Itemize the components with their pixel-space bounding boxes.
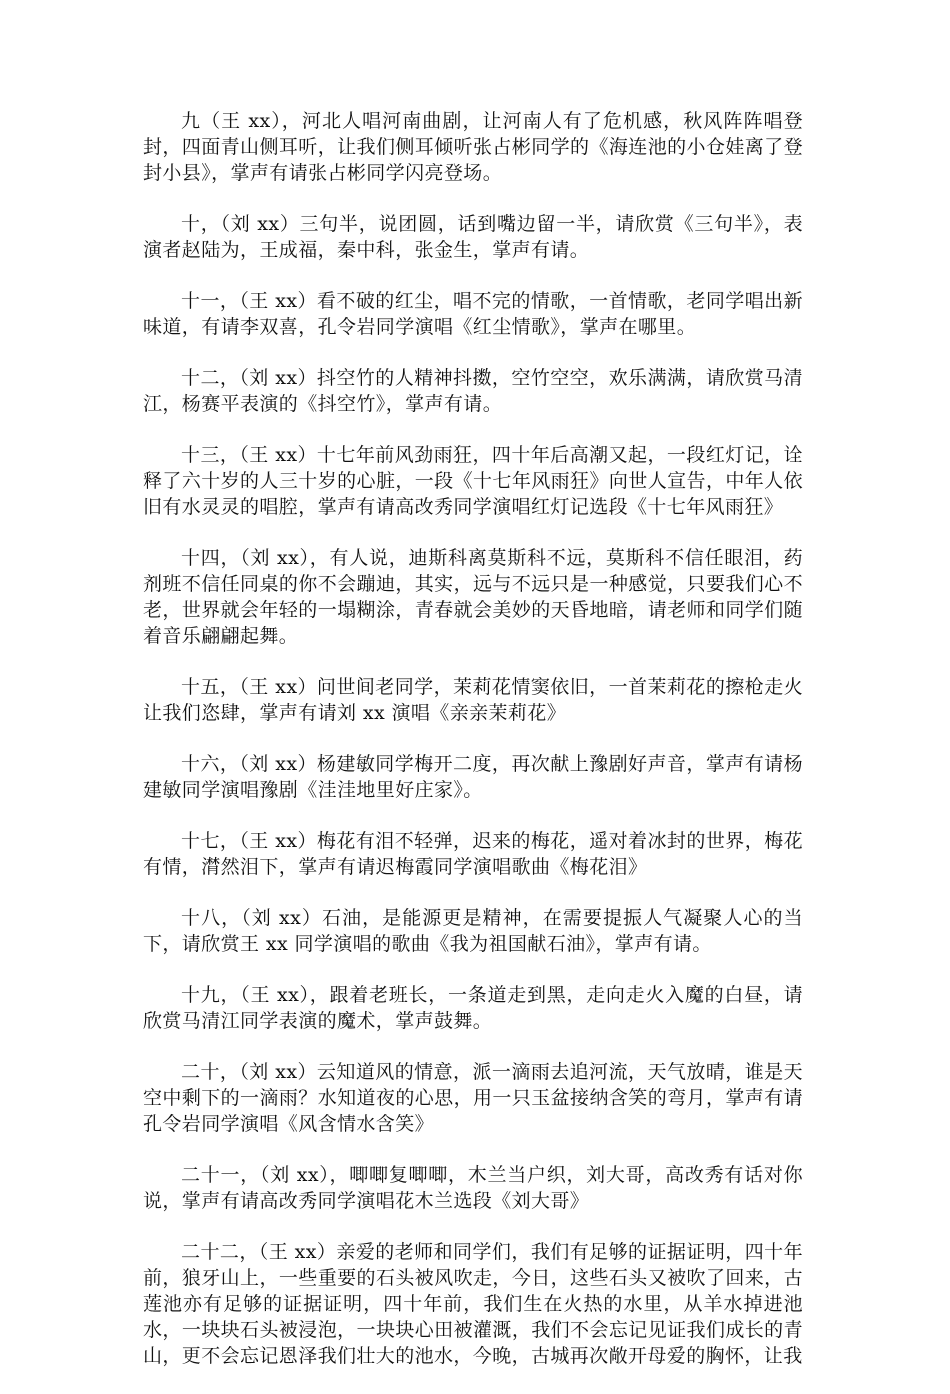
- paragraph-10: 十，（刘 xx）三句半，说团圆，话到嘴边留一半，请欣赏《三句半》，表演者赵陆为，王成福，秦中科，张金生，掌声有请。: [143, 213, 803, 261]
- paragraph-17: 十七，（王 xx）梅花有泪不轻弹，迟来的梅花，遥对着冰封的世界，梅花有情，潸然泪下，掌声有请迟梅霞同学演唱歌曲《梅花泪》: [143, 830, 803, 878]
- paragraph-16: 十六，（刘 xx）杨建敏同学梅开二度，再次献上豫剧好声音，掌声有请杨建敏同学演唱豫剧《洼洼地里好庄家》。: [143, 753, 803, 801]
- paragraph-22: 二十二，（王 xx）亲爱的老师和同学们，我们有足够的证据证明，四十年前，狼牙山上，一些重要的石头被风吹走，今日，这些石头又被吹了回来，古莲池亦有足够的证据证明，四十年前，我们生在火热的水里，从羊水掉进池水，一块块石头被浸泡，一块块心田被灌溉，我们不会忘记见证我们成长的青山，更不会忘记恩泽我们壮大的池水，今晚，古城再次敞开母爱的胸怀，让我: [143, 1241, 803, 1367]
- document-body: [143, 108, 803, 1394]
- paragraph-12: 十二，（刘 xx）抖空竹的人精神抖擞，空竹空空，欢乐满满，请欣赏马清江，杨赛平表演的《抖空竹》，掌声有请。: [143, 367, 803, 415]
- paragraph-13: 十三，（王 xx）十七年前风劲雨狂，四十年后高潮又起，一段红灯记，诠释了六十岁的人三十岁的心脏，一段《十七年风雨狂》向世人宣告，中年人依旧有水灵灵的唱腔，掌声有请高改秀同学演唱红灯记选段《十七年风雨狂》: [143, 444, 803, 518]
- paragraph-11: 十一，（王 xx）看不破的红尘，唱不完的情歌，一首情歌，老同学唱出新味道，有请李双喜，孔令岩同学演唱《红尘情歌》，掌声在哪里。: [143, 290, 803, 338]
- paragraph-19: 十九，（王 xx），跟着老班长，一条道走到黑，走向走火入魔的白昼，请欣赏马清江同学表演的魔术，掌声鼓舞。: [143, 984, 803, 1032]
- paragraph-15: 十五，（王 xx）问世间老同学，茉莉花情窦依旧，一首茉莉花的擦枪走火让我们恣肆，掌声有请刘 xx 演唱《亲亲茉莉花》: [143, 676, 803, 724]
- paragraph-20: 二十，（刘 xx）云知道风的情意，派一滴雨去追河流，天气放晴，谁是天空中剩下的一滴雨？水知道夜的心思，用一只玉盆接纳含笑的弯月，掌声有请孔令岩同学演唱《风含情水含笑》: [143, 1061, 803, 1135]
- paragraph-21: 二十一，（刘 xx），唧唧复唧唧，木兰当户织，刘大哥，高改秀有话对你说，掌声有请高改秀同学演唱花木兰选段《刘大哥》: [143, 1164, 803, 1212]
- paragraph-18: 十八，（刘 xx）石油，是能源更是精神，在需要提振人气凝聚人心的当下，请欣赏王 xx 同学演唱的歌曲《我为祖国献石油》，掌声有请。: [143, 907, 803, 955]
- paragraph-14: 十四，（刘 xx），有人说，迪斯科离莫斯科不远，莫斯科不信任眼泪，药剂班不信任同桌的你不会蹦迪，其实，远与不远只是一种感觉，只要我们心不老，世界就会年轻的一塌糊涂，青春就会美妙的天昏地暗，请老师和同学们随着音乐翩翩起舞。: [143, 547, 803, 647]
- paragraph-9: 九（王 xx），河北人唱河南曲剧，让河南人有了危机感，秋风阵阵唱登封，四面青山侧耳听，让我们侧耳倾听张占彬同学的《海连池的小仓娃离了登封小县》，掌声有请张占彬同学闪亮登场。: [143, 110, 803, 184]
